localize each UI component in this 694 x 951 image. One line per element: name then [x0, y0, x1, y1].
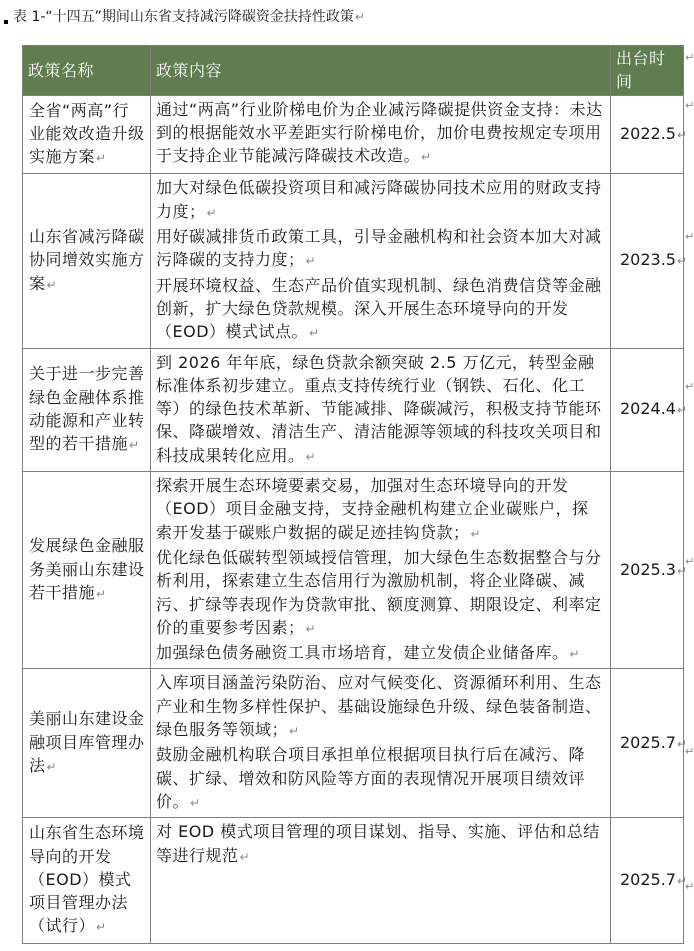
header-release-date: 出台时间: [611, 46, 684, 96]
release-date: 2022.5: [620, 123, 676, 143]
release-date: 2025.3: [620, 559, 676, 579]
paragraph-mark-icon: ↵: [309, 326, 320, 341]
table-row: [23, 818, 684, 943]
policy-content-paragraph: [156, 743, 605, 815]
release-date: 2025.7: [620, 732, 676, 752]
policy-content-cell: [151, 818, 611, 943]
policy-content-paragraph: [156, 671, 605, 743]
release-date-cell: [611, 348, 688, 471]
paragraph-mark-icon: ↵: [470, 526, 482, 541]
row-end-mark-icon: ↵: [685, 880, 694, 893]
table-header-row: [23, 46, 684, 96]
policy-content-paragraph: [156, 474, 605, 546]
table-body: [23, 95, 688, 943]
header-policy-name: 政策名称: [23, 46, 151, 96]
policy-content-cell: [151, 348, 611, 471]
policy-content-paragraph: [156, 641, 605, 666]
policy-content-cell: [151, 95, 611, 174]
paragraph-mark-icon: ↵: [239, 849, 251, 864]
policy-name: 美丽山东建设金融项目库管理办法: [29, 709, 145, 775]
release-date: 2024.4: [620, 399, 676, 419]
paragraph-mark-icon: ↵: [421, 150, 432, 165]
table-row: [23, 472, 684, 669]
release-date-cell: [611, 669, 688, 818]
table-row: [23, 95, 684, 174]
paragraph-mark-icon: ↵: [96, 586, 107, 601]
table-row: [23, 669, 684, 818]
paragraph-mark-icon: ↵: [676, 873, 688, 888]
header-policy-content: 政策内容: [151, 46, 611, 96]
table-row: [23, 174, 684, 348]
policy-content-cell: [151, 669, 611, 818]
paragraph-mark-icon: ↵: [305, 254, 317, 269]
policy-name-cell: [23, 95, 151, 174]
release-date: 2023.5: [620, 250, 676, 270]
paragraph-mark-icon: ↵: [676, 736, 688, 751]
paragraph-mark-icon: ↵: [676, 563, 688, 578]
policy-content-cell: [151, 472, 611, 669]
paragraph-mark-icon: ↵: [46, 277, 58, 292]
policy-content-text: 对 EOD 模式项目管理的项目谋划、指导、实施、评估和总结等进行规范: [156, 822, 600, 865]
paragraph-mark-icon: ↵: [289, 724, 300, 739]
bullet-marker: [4, 20, 8, 24]
paragraph-mark-icon: ↵: [676, 127, 688, 142]
paragraph-mark-icon: ↵: [190, 795, 201, 810]
policy-content-text: 鼓励金融机构联合项目承担单位根据项目执行后在减污、降碳、扩绿、增效和防风险等方面的表现情况开展项目绩效评价。: [156, 745, 586, 811]
caption-text: 表 1-“十四五”期间山东省支持减污降碳资金扶持性政策: [13, 9, 354, 25]
policy-name: 发展绿色金融服务美丽山东建设若干措施: [29, 536, 145, 602]
policy-table: [22, 45, 688, 944]
release-date-cell: [611, 95, 688, 174]
policy-name-cell: [23, 348, 151, 471]
policy-content-text: 通过“两高”行业阶梯电价为企业减污降碳提供资金支持：未达到的根据能效水平差距实行阶梯电价，加价电费按规定专项用于支持企业节能减污降碳技术改造。: [156, 99, 603, 166]
policy-name-cell: [23, 669, 151, 818]
policy-content-paragraph: [156, 546, 605, 641]
paragraph-mark-icon: ↵: [206, 205, 218, 220]
row-end-mark-icon: ↵: [685, 380, 694, 393]
policy-name-cell: [23, 818, 151, 943]
policy-name: 关于进一步完善绿色金融体系推动能源和产业转型的若干措施: [29, 364, 145, 454]
policy-content-paragraph: [156, 351, 605, 469]
paragraph-mark-icon: ↵: [305, 449, 317, 464]
policy-content-paragraph: [156, 176, 605, 225]
policy-content-paragraph: [156, 98, 605, 170]
row-end-mark-icon: ↵: [685, 99, 694, 112]
policy-table-wrapper: [22, 45, 688, 944]
policy-content-text: 到 2026 年年底，绿色贷款余额突破 2.5 万亿元，转型金融标准体系初步建立。重点支持传统行业（钢铁、石化、化工等）的绿色技术革新、节能减排、降碳减污，积极支持节能环保、降碳增效、清洁生产、清洁能源等领域的科技攻关项目和科技成果转化应用。: [156, 352, 602, 465]
paragraph-mark-icon: ↵: [96, 151, 107, 166]
release-date-cell: [611, 818, 688, 943]
paragraph-mark-icon: ↵: [129, 438, 140, 453]
paragraph-mark-icon: ↵: [96, 920, 107, 935]
paragraph-mark-icon: ↵: [676, 254, 688, 269]
paragraph-mark-icon: ↵: [676, 403, 688, 418]
row-end-mark-icon: ↵: [685, 745, 694, 758]
paragraph-mark-icon: ↵: [354, 10, 365, 24]
policy-name: 山东省减污降碳协同增效实施方案: [29, 227, 145, 293]
policy-content-paragraph: [156, 225, 605, 274]
policy-content-text: 用好碳减排货币政策工具，引导金融机构和社会资本加大对减污降碳的支持力度；: [156, 227, 602, 270]
policy-content-cell: [151, 174, 611, 348]
policy-content-text: 优化绿色低碳转型领域授信管理，加大绿色生态数据整合与分析利用，探索建立生态信用行为激励机制，将企业降碳、减污、扩绿等表现作为贷款审批、额度测算、期限设定、利率定价的重要参考因素；: [156, 547, 602, 637]
policy-name-cell: [23, 472, 151, 669]
policy-content-text: 加大对绿色低碳投资项目和减污降碳协同技术应用的财政支持力度；: [156, 178, 602, 221]
policy-name: 全省“两高”行业能效改造升级实施方案: [29, 100, 145, 167]
paragraph-mark-icon: ↵: [569, 647, 581, 662]
policy-content-text: 入库项目涵盖污染防治、应对气候变化、资源循环利用、生态产业和生物多样性保护、基础设施绿色升级、绿色装备制造、绿色服务等领域；: [156, 673, 602, 740]
paragraph-mark-icon: ↵: [46, 759, 58, 774]
policy-content-text: 开展环境权益、生态产品价值实现机制、绿色消费信贷等金融创新，扩大绿色贷款规模。深入开展生态环境导向的开发（EOD）模式试点。: [156, 275, 602, 342]
row-end-mark-icon: ↵: [685, 230, 694, 243]
table-row: [23, 348, 684, 471]
table-caption: [4, 6, 365, 28]
release-date-cell: [611, 174, 688, 348]
release-date-cell: [611, 472, 688, 669]
policy-content-text: 探索开展生态环境要素交易，加强对生态环境导向的开发（EOD）项目金融支持，支持金融机构建立企业碳账户，探索开发基于碳账户数据的碳足迹挂钩贷款；: [156, 476, 589, 542]
paragraph-mark-icon: ↵: [305, 621, 317, 636]
release-date: 2025.7: [620, 869, 676, 889]
policy-content-paragraph: [156, 820, 605, 869]
row-end-mark-icon: ↵: [685, 51, 694, 64]
policy-content-text: 加强绿色债务融资工具市场培育，建立发债企业储备库。: [156, 643, 569, 663]
policy-name-cell: [23, 174, 151, 348]
policy-content-paragraph: [156, 274, 605, 346]
row-end-mark-icon: ↵: [685, 555, 694, 568]
policy-name: 山东省生态环境导向的开发（EOD）模式项目管理办法（试行）: [29, 823, 145, 936]
